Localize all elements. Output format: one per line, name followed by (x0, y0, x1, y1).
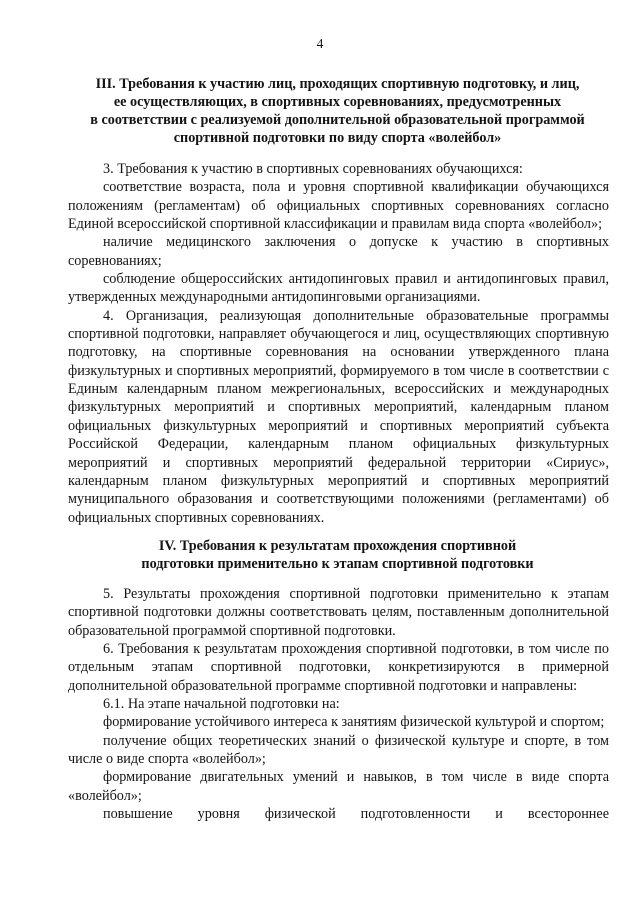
paragraph: формирование двигательных умений и навыков, в том числе в виде спорта «волейбол»; (68, 769, 609, 804)
heading-line: в соответствии с реализуемой дополнительной образовательной программой (90, 112, 585, 128)
paragraph: получение общих теоретических знаний о физической культуре и спорте, в том числе о виде спорта «волейбол»; (68, 732, 609, 768)
paragraph: соответствие возраста, пола и уровня спортивной квалификации обучающихся положениям (регламентам) об официальных спортивных соревнованиях согласно Единой всероссийской спортивной классификации и правилам вида спорта «волейбол»; (68, 179, 609, 233)
heading-line: ее осуществляющих, в спортивных соревнованиях, предусмотренных (113, 94, 562, 110)
paragraph: 5. Результаты прохождения спортивной подготовки применительно к этапам спортивной подготовки должны соответствовать целям, поставленным дополнительной образовательной программой спортивной подготовки. (68, 586, 609, 639)
heading-line: подготовки применительно к этапам спортивной подготовки (141, 556, 534, 572)
paragraph: наличие медицинского заключения о допуске к участию в спортивных соревнованиях; (68, 234, 609, 269)
section-3-heading (60, 75, 615, 147)
paragraph: повышение уровня физической подготовленности и всестороннее (103, 806, 609, 823)
paragraph: 3. Требования к участию в спортивных соревнованиях обучающихся: (103, 161, 523, 177)
paragraph: соблюдение общероссийских антидопинговых правил и антидопинговых правил, утвержденных международными антидопинговыми организациями. (68, 271, 609, 306)
heading-line: спортивной подготовки по виду спорта «волейбол» (173, 130, 502, 146)
heading-line: IV. Требования к результатам прохождения спортивной (158, 538, 517, 554)
paragraph: 6. Требования к результатам прохождения спортивной подготовки, в том числе по отдельным этапам спортивной подготовки, конкретизируются в примерной дополнительной образовательной программе спортивной подготовки и направлены: (68, 641, 609, 694)
section-4-body (68, 585, 609, 823)
section-3-body (68, 160, 609, 527)
page-number: 4 (316, 36, 324, 51)
section-4-heading (60, 537, 615, 573)
heading-line: III. Требования к участию лиц, проходящих спортивную подготовку, и лиц, (95, 76, 580, 92)
paragraph: 4. Организация, реализующая дополнительные образовательные программы спортивной подготовки, направляет обучающегося и лиц, осуществляющих спортивную подготовку, на спортивные соревнования на основании утвержденного плана физкультурных и спортивных мероприятий, формируемого в том числе в соответствии с Единым календарным планом межрегиональных, всероссийских и международных физкультурных мероприятий и спортивных мероприятий, календарным планом официальных физкультурных мероприятий и спортивных мероприятий субъекта Российской Федерации, календарным планом официальных физкультурных мероприятий и спортивных мероприятий федеральной территории «Сириус», календарным планом физкультурных мероприятий и спортивных мероприятий муниципального образования и соответствующими положениями (регламентами) об официальных спортивных соревнованиях. (68, 307, 609, 526)
paragraph: 6.1. На этапе начальной подготовки на: (103, 696, 340, 713)
paragraph: формирование устойчивого интереса к занятиям физической культурой и спортом; (103, 714, 605, 731)
